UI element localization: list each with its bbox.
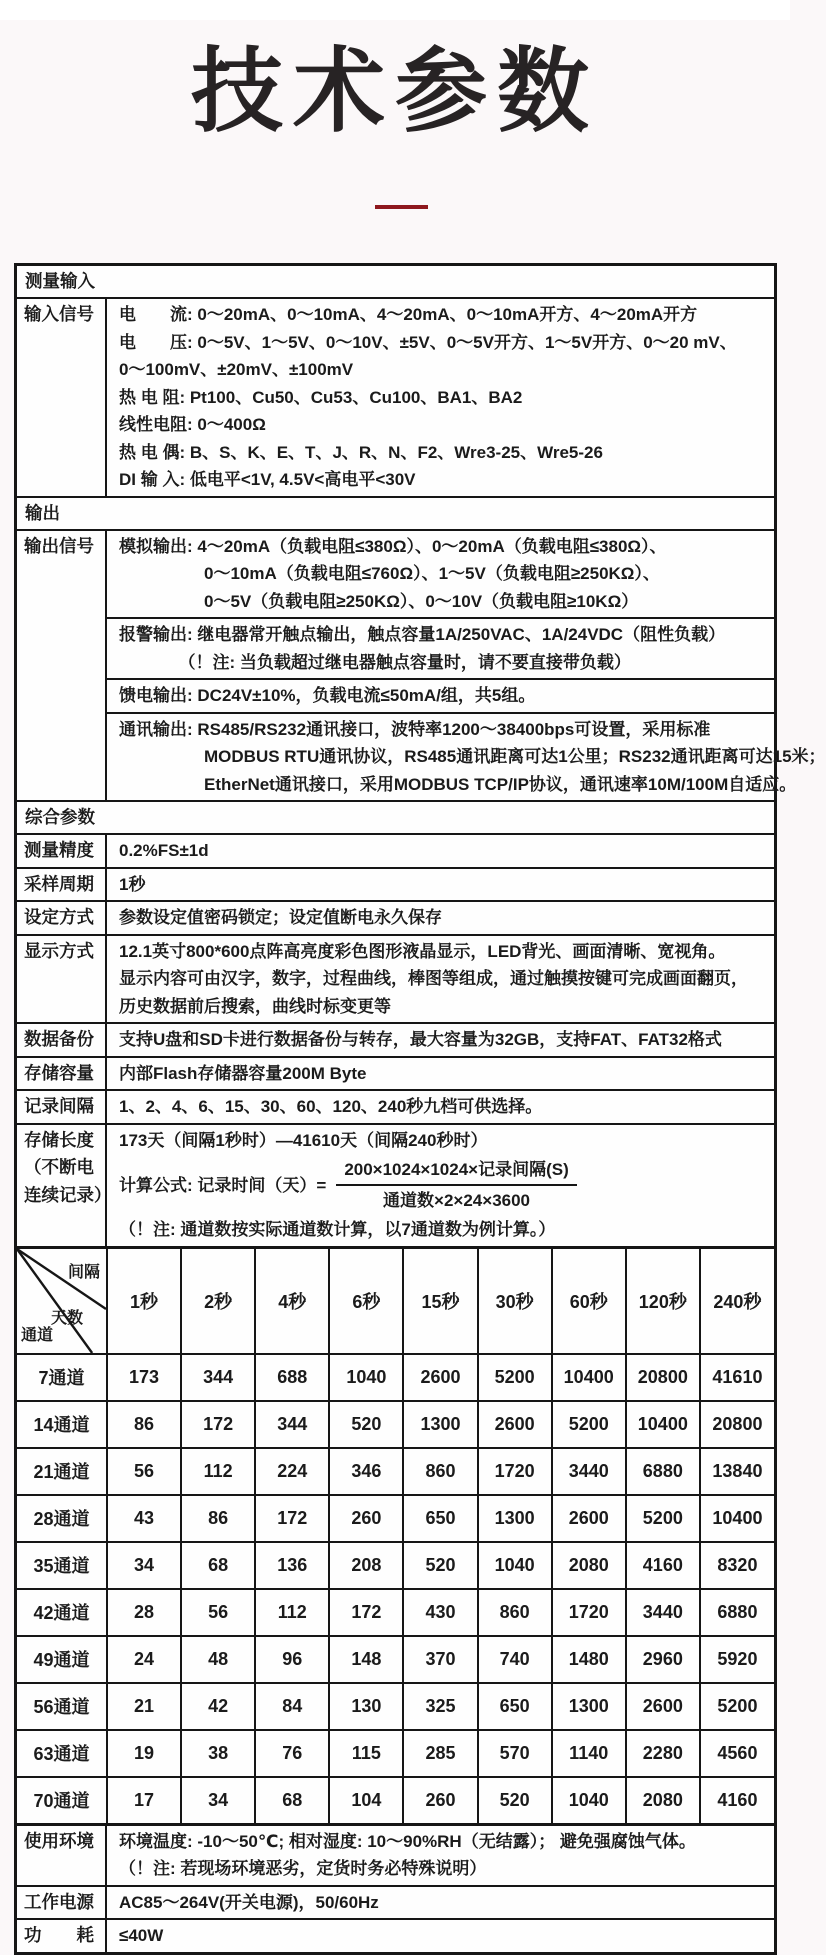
channel-label-cell: 56通道 [17,1683,107,1730]
top-strip [0,0,790,20]
days-value-cell: 4160 [626,1542,700,1589]
storage-length-content [107,1125,774,1246]
row-display [17,936,774,1025]
channel-label-cell: 35通道 [17,1542,107,1589]
text-line: 报警输出: 继电器常开触点输出，触点容量1A/250VAC、1A/24VDC（阻性负载） [119,625,726,644]
power-label: 工作电源 [17,1887,107,1919]
text-line: 连续记录） [24,1184,112,1205]
days-value-cell: 860 [478,1589,552,1636]
days-value-cell: 148 [329,1636,403,1683]
days-value-cell: 3440 [626,1589,700,1636]
days-value-cell: 1300 [478,1495,552,1542]
days-value-cell: 17 [107,1777,181,1823]
days-value-cell: 6880 [700,1589,774,1636]
power-value [107,1887,774,1919]
interval-header-cell: 60秒 [552,1249,626,1354]
channel-table-header-row [17,1249,774,1354]
days-value-cell: 28 [107,1589,181,1636]
channel-row [17,1777,774,1823]
fraction-denominator: 通道数×2×24×3600 [383,1191,531,1210]
days-value-cell: 688 [255,1354,329,1401]
days-value-cell: 41610 [700,1354,774,1401]
days-value-cell: 3440 [552,1448,626,1495]
text-line: 电 流: 0～20mA、0～10mA、4～20mA、0～10mA开方、4～20mA开方 [119,305,698,324]
channel-label-cell: 63通道 [17,1730,107,1777]
days-value-cell: 430 [403,1589,477,1636]
channel-row [17,1730,774,1777]
text-line: （不断电 [24,1157,94,1177]
text-line: 显示内容可由汉字，数字，过程曲线，棒图等组成，通过触摸按键可完成画面翻页， [119,969,748,988]
text-line: 内部Flash存储器容量200M Byte [119,1063,367,1083]
text-line: （！注: 当负载超过继电器触点容量时，请不要直接带负载） [119,652,631,672]
days-value-cell: 8320 [700,1542,774,1589]
capacity-label: 存储容量 [17,1058,107,1090]
days-value-cell: 2280 [626,1730,700,1777]
row-accuracy [17,835,774,869]
storage-note-line: （！注: 通道数按实际通道数计算，以7通道数为例计算。） [119,1220,556,1239]
row-power [17,1887,774,1921]
text-line: AC85～264V(开关电源)，50/60Hz [119,1892,379,1912]
channel-row [17,1448,774,1495]
days-value-cell: 19 [107,1730,181,1777]
capacity-value [107,1058,774,1090]
channel-days-table [17,1249,774,1823]
row-record-interval [17,1091,774,1125]
accuracy-label: 测量精度 [17,835,107,867]
days-value-cell: 104 [329,1777,403,1823]
days-value-cell: 172 [181,1401,255,1448]
days-value-cell: 86 [181,1495,255,1542]
days-value-cell: 520 [403,1542,477,1589]
row-input-signal [17,299,774,498]
interval-header-cell: 6秒 [329,1249,403,1354]
channel-days-table-wrap [17,1249,774,1826]
days-value-cell: 1040 [478,1542,552,1589]
section-header-measure-input: 测量输入 [17,266,774,299]
days-value-cell: 76 [255,1730,329,1777]
days-value-cell: 112 [181,1448,255,1495]
days-value-cell: 1720 [478,1448,552,1495]
days-value-cell: 260 [403,1777,477,1823]
interval-header-cell: 1秒 [107,1249,181,1354]
record-interval-label: 记录间隔 [17,1091,107,1123]
text-line: 0～10mA（负载电阻≤760Ω）、1～5V（负载电阻≥250KΩ）、 [119,564,660,583]
days-value-cell: 42 [181,1683,255,1730]
days-value-cell: 112 [255,1589,329,1636]
storage-range-line: 173天（间隔1秒时）—41610天（间隔240秒时） [119,1130,488,1150]
days-value-cell: 285 [403,1730,477,1777]
days-value-cell: 346 [329,1448,403,1495]
page-title: 技术参数 [190,41,599,143]
text-line: 热 电 偶: B、S、K、E、T、J、R、N、F2、Wre3-25、Wre5-26 [119,442,603,462]
channel-label-cell: 49通道 [17,1636,107,1683]
text-line: 线性电阻: 0～400Ω [119,415,266,434]
days-value-cell: 20800 [700,1401,774,1448]
table-corner-cell [17,1249,107,1354]
days-value-cell: 68 [181,1542,255,1589]
consumption-label: 功 耗 [17,1920,107,1952]
days-value-cell: 2080 [552,1542,626,1589]
days-value-cell: 115 [329,1730,403,1777]
channel-label-cell: 21通道 [17,1448,107,1495]
channel-label-cell: 28通道 [17,1495,107,1542]
interval-header-cell: 4秒 [255,1249,329,1354]
days-value-cell: 1040 [329,1354,403,1401]
text-line: MODBUS RTU通讯协议，RS485通讯距离可达1公里；RS232通讯距离可达15米； [119,747,826,766]
text-line: 12.1英寸800*600点阵高亮度彩色图形液晶显示，LED背光、画面清晰、宽视角。 [119,941,726,961]
input-signal-label: 输入信号 [17,299,107,496]
channel-row [17,1495,774,1542]
days-value-cell: 43 [107,1495,181,1542]
accuracy-value [107,835,774,867]
channel-row [17,1683,774,1730]
spec-table [14,263,826,1955]
record-interval-value [107,1091,774,1123]
text-line: 0.2%FS±1d [119,841,209,860]
days-value-cell: 325 [403,1683,477,1730]
interval-header-cell: 2秒 [181,1249,255,1354]
output-signal-label: 输出信号 [17,531,107,801]
days-value-cell: 34 [107,1542,181,1589]
days-value-cell: 520 [329,1401,403,1448]
days-value-cell: 68 [255,1777,329,1823]
days-value-cell: 1140 [552,1730,626,1777]
row-sampling [17,869,774,903]
channel-row [17,1401,774,1448]
days-value-cell: 740 [478,1636,552,1683]
days-value-cell: 10400 [552,1354,626,1401]
title-underline [375,205,428,209]
setting-label: 设定方式 [17,902,107,934]
days-value-cell: 86 [107,1401,181,1448]
row-environment [17,1826,774,1887]
display-label: 显示方式 [17,936,107,1023]
text-line: 参数设定值密码锁定；设定值断电永久保存 [119,908,442,927]
days-value-cell: 650 [403,1495,477,1542]
text-line: 存储长度 [24,1129,94,1150]
text-line: 馈电输出: DC24V±10%，负载电流≤50mA/组，共5组。 [119,686,536,705]
row-setting [17,902,774,936]
days-value-cell: 24 [107,1636,181,1683]
interval-header-cell: 30秒 [478,1249,552,1354]
text-line: 通讯输出: RS485/RS232通讯接口，波特率1200～38400bps可设置，采用标准 [119,719,711,739]
days-value-cell: 370 [403,1636,477,1683]
text-line: 模拟输出: 4～20mA（负载电阻≤380Ω）、0～20mA（负载电阻≤380Ω）、 [119,536,667,556]
corner-label-interval: 间隔 [67,1263,100,1281]
formula-fraction [336,1157,576,1213]
corner-label-channel: 通道 [21,1326,54,1344]
days-value-cell: 1480 [552,1636,626,1683]
days-value-cell: 1720 [552,1589,626,1636]
days-value-cell: 2600 [626,1683,700,1730]
channel-label-cell: 7通道 [17,1354,107,1401]
analog-output-block [107,531,774,620]
fraction-numerator: 200×1024×1024×记录间隔(S) [336,1157,576,1186]
setting-value [107,902,774,934]
sampling-label: 采样周期 [17,869,107,901]
text-line: 支持U盘和SD卡进行数据备份与转存，最大容量为32GB，支持FAT、FAT32格式 [119,1030,722,1049]
text-line: 1、2、4、6、15、30、60、120、240秒九档可供选择。 [119,1097,543,1116]
days-value-cell: 10400 [626,1401,700,1448]
days-value-cell: 2600 [552,1495,626,1542]
storage-formula [119,1157,770,1213]
row-output-signal [17,531,826,803]
days-value-cell: 13840 [700,1448,774,1495]
text-line: 1秒 [119,874,146,894]
text-line: 热 电 阻: Pt100、Cu50、Cu53、Cu100、BA1、BA2 [119,387,523,407]
consumption-value [107,1920,774,1952]
days-value-cell: 172 [329,1589,403,1636]
channel-label-cell: 70通道 [17,1777,107,1823]
days-value-cell: 48 [181,1636,255,1683]
days-value-cell: 130 [329,1683,403,1730]
days-value-cell: 6880 [626,1448,700,1495]
days-value-cell: 4160 [700,1777,774,1823]
channel-row [17,1589,774,1636]
comm-output-block [107,714,826,801]
row-consumption [17,1920,774,1952]
text-line: DI 输 入: 低电平<1V, 4.5V<高电平<30V [119,470,416,489]
channel-row [17,1542,774,1589]
feed-output-block [107,680,774,714]
days-value-cell: 20800 [626,1354,700,1401]
storage-length-label [17,1125,112,1246]
row-capacity [17,1058,774,1092]
text-line: 电 压: 0～5V、1～5V、0～10V、±5V、0～5V开方、1～5V开方、0～20 mV、 [119,332,737,352]
days-value-cell: 1300 [552,1683,626,1730]
days-value-cell: 4560 [700,1730,774,1777]
text-line: 0～5V（负载电阻≥250KΩ）、0～10V（负载电阻≥10KΩ） [119,591,639,611]
days-value-cell: 5920 [700,1636,774,1683]
days-value-cell: 344 [181,1354,255,1401]
days-value-cell: 2080 [626,1777,700,1823]
days-value-cell: 2960 [626,1636,700,1683]
alarm-output-block [107,619,774,680]
days-value-cell: 208 [329,1542,403,1589]
text-line: 0～100mV、±20mV、±100mV [119,360,354,379]
text-line: 环境温度: -10～50℃; 相对湿度: 10～90%RH（无结露）； 避免强腐蚀气体。 [119,1831,696,1851]
channel-row [17,1354,774,1401]
days-value-cell: 520 [478,1777,552,1823]
days-value-cell: 1300 [403,1401,477,1448]
days-value-cell: 38 [181,1730,255,1777]
text-line: （！注: 若现场环境恶劣，定货时务必特殊说明） [119,1859,487,1878]
days-value-cell: 570 [478,1730,552,1777]
days-value-cell: 5200 [700,1683,774,1730]
days-value-cell: 2600 [478,1401,552,1448]
display-content [107,936,774,1023]
environment-label: 使用环境 [17,1826,107,1885]
output-signal-content [107,531,826,801]
backup-label: 数据备份 [17,1024,107,1056]
days-value-cell: 5200 [626,1495,700,1542]
sampling-value [107,869,774,901]
text-line: EtherNet通讯接口，采用MODBUS TCP/IP协议，通讯速率10M/100M自适应。 [119,774,797,794]
days-value-cell: 56 [181,1589,255,1636]
row-storage-length [17,1125,774,1249]
corner-label-days: 天数 [51,1309,84,1327]
days-value-cell: 172 [255,1495,329,1542]
row-backup [17,1024,774,1058]
days-value-cell: 260 [329,1495,403,1542]
days-value-cell: 10400 [700,1495,774,1542]
days-value-cell: 860 [403,1448,477,1495]
days-value-cell: 173 [107,1354,181,1401]
environment-content [107,1826,774,1885]
days-value-cell: 224 [255,1448,329,1495]
interval-header-cell: 15秒 [403,1249,477,1354]
days-value-cell: 84 [255,1683,329,1730]
channel-label-cell: 42通道 [17,1589,107,1636]
days-value-cell: 96 [255,1636,329,1683]
text-line: ≤40W [119,1926,164,1945]
interval-header-cell: 240秒 [700,1249,774,1354]
channel-row [17,1636,774,1683]
days-value-cell: 344 [255,1401,329,1448]
days-value-cell: 1040 [552,1777,626,1823]
days-value-cell: 650 [478,1683,552,1730]
interval-header-cell: 120秒 [626,1249,700,1354]
input-signal-content [107,299,774,496]
section-header-output: 输出 [17,498,774,531]
text-line: 历史数据前后搜索，曲线时标变更等 [119,996,391,1016]
days-value-cell: 34 [181,1777,255,1823]
days-value-cell: 5200 [478,1354,552,1401]
days-value-cell: 56 [107,1448,181,1495]
days-value-cell: 136 [255,1542,329,1589]
section-header-general: 综合参数 [17,802,774,835]
days-value-cell: 2600 [403,1354,477,1401]
backup-value [107,1024,774,1056]
formula-prefix: 计算公式: 记录时间（天）= [119,1175,327,1195]
days-value-cell: 5200 [552,1401,626,1448]
channel-label-cell: 14通道 [17,1401,107,1448]
channel-table-body [17,1249,774,1823]
days-value-cell: 21 [107,1683,181,1730]
